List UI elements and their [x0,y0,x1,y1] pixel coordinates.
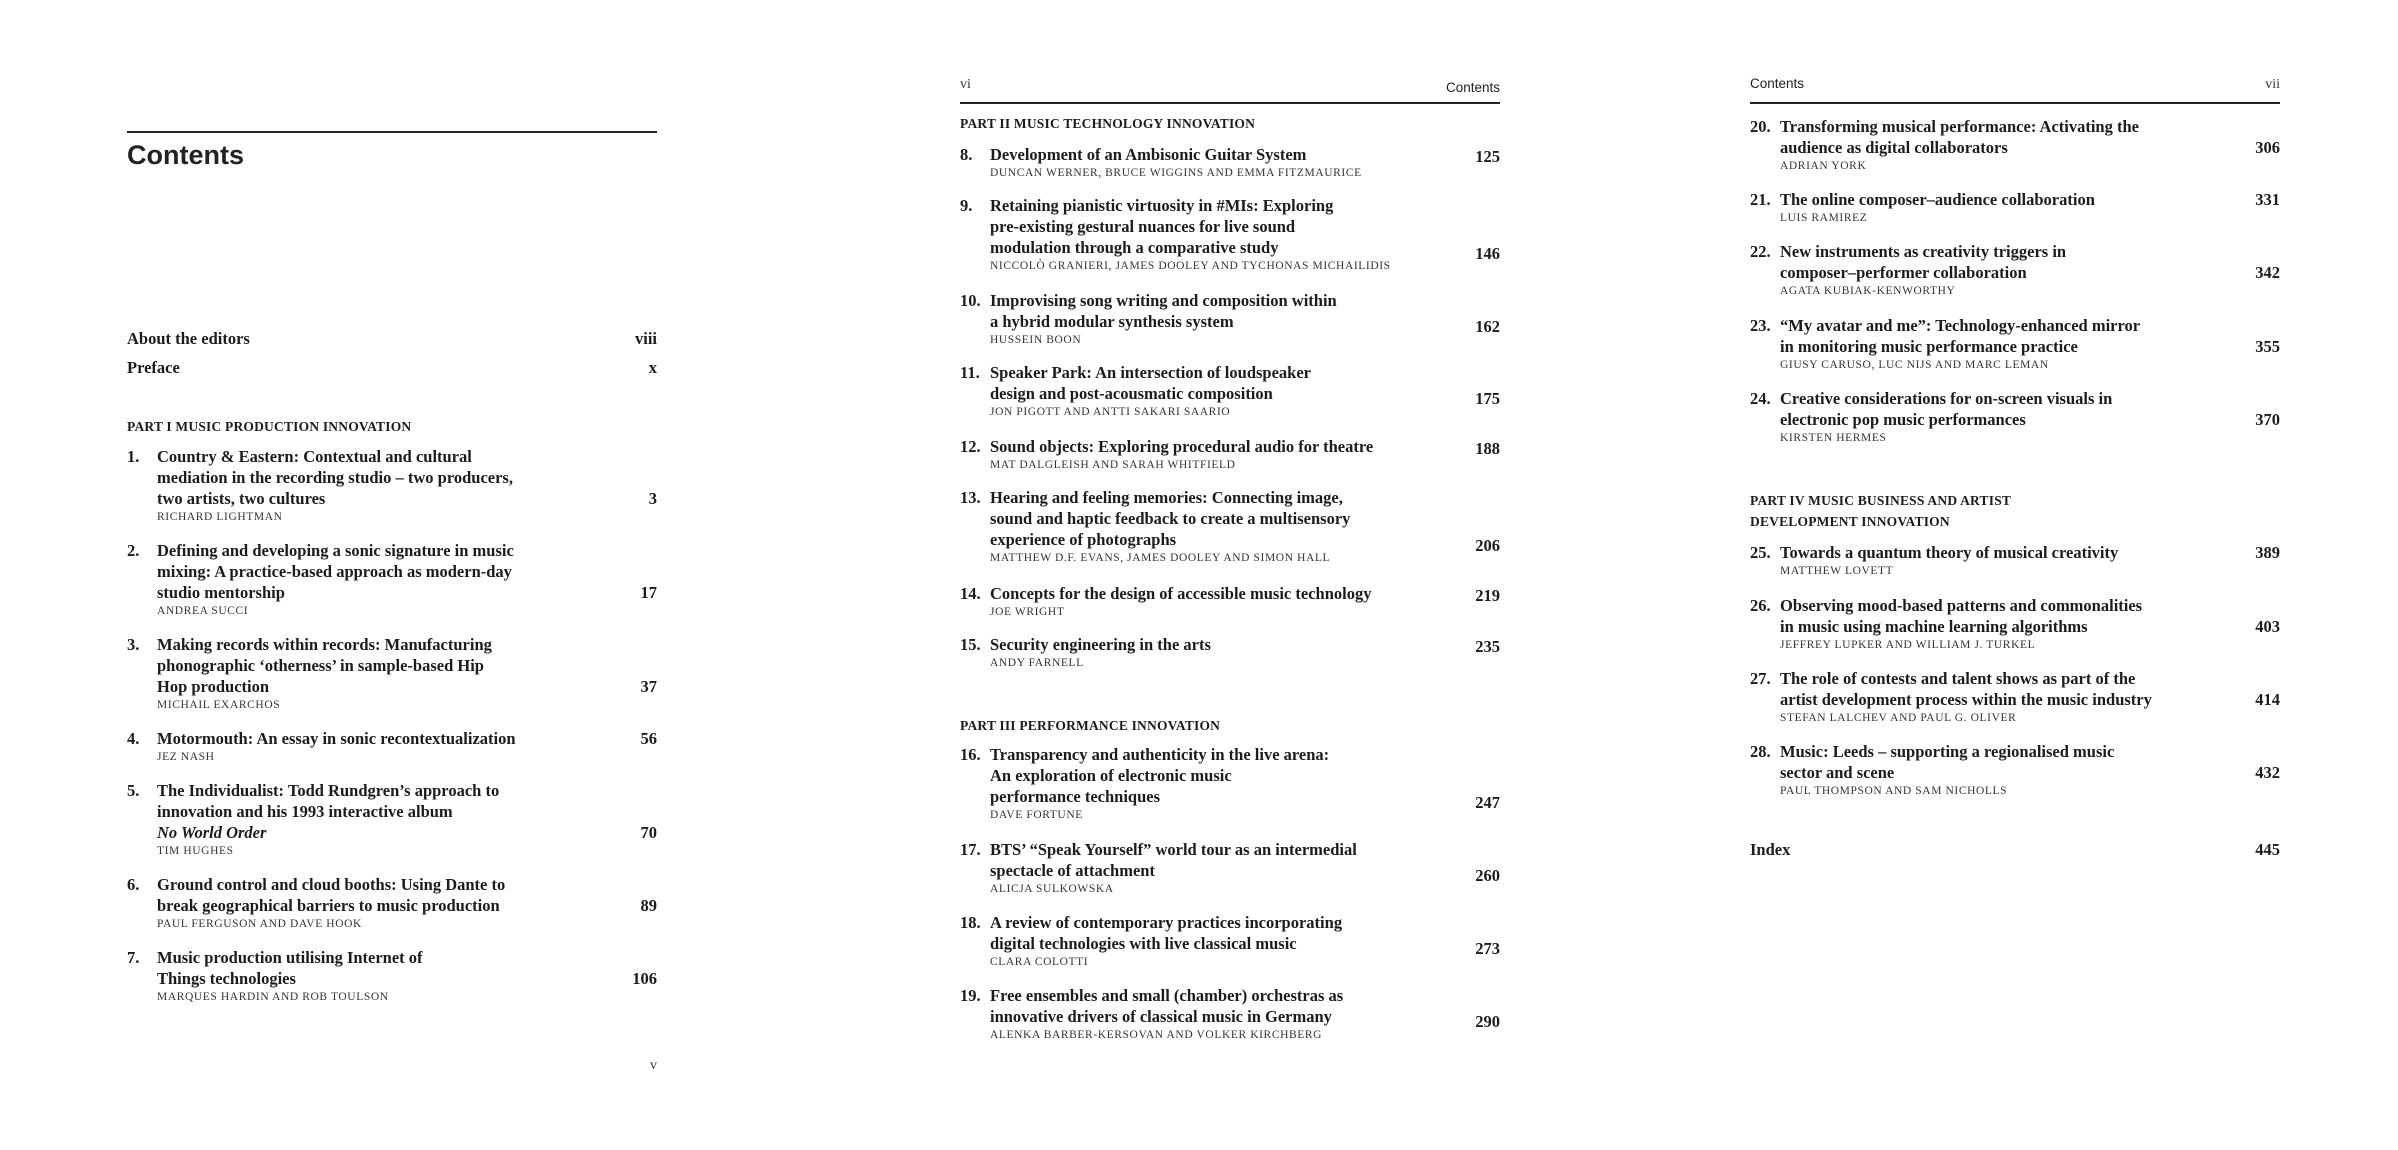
chapter-number: 1. [127,447,140,466]
toc-entry[interactable] [960,744,1500,821]
chapter-number: 2. [127,541,140,560]
chapter-title: Improvising song writing and composition within a hybrid modular synthesis system [990,291,1337,331]
chapter-title: Making records within records: Manufacturing phonographic ‘otherness’ in sample-based Hip Hop production [157,635,492,696]
chapter-number: 22. [1750,242,1771,261]
chapter-number: 15. [960,635,981,654]
toc-entry[interactable] [960,583,1500,618]
running-head: Contents [1750,76,1805,91]
chapter-number: 26. [1750,596,1771,615]
chapter-title: Concepts for the design of accessible music technology [990,584,1372,603]
chapter-authors: JOE WRIGHT [990,606,1065,618]
chapter-number: 23. [1750,316,1771,335]
page-number: 106 [632,969,657,988]
page-number: 247 [1475,793,1500,812]
page-number: 162 [1475,317,1500,336]
chapter-number: 4. [127,729,140,748]
chapter-title: “My avatar and me”: Technology-enhanced mirror in monitoring music performance practice [1780,316,2141,356]
toc-entry[interactable] [960,912,1500,968]
top-rule [1750,102,2280,104]
page-number: 235 [1475,637,1500,656]
toc-entry[interactable] [127,728,657,763]
page-number: 370 [2255,410,2280,429]
chapter-number: 10. [960,291,981,310]
chapter-title: Hearing and feeling memories: Connecting image, sound and haptic feedback to create a multisensory experience of photographs [990,488,1351,549]
chapter-title: Country & Eastern: Contextual and cultural mediation in the recording studio – two producers, two artists, two cultures [157,447,513,508]
page-number: 290 [1475,1012,1500,1031]
page-number: 355 [2255,337,2280,356]
page-number: 70 [640,823,657,842]
chapter-authors: MARQUES HARDIN AND ROB TOULSON [157,991,389,1003]
chapter-number: 25. [1750,543,1771,562]
chapter-number: 21. [1750,190,1771,209]
chapter-title: The Individualist: Todd Rundgren’s approach to innovation and his 1993 interactive album No World Order [157,781,500,842]
page-title: Contents [127,140,244,170]
toc-entry[interactable] [1750,116,2280,172]
chapter-title: Music production utilising Internet of Things technologies [157,948,423,988]
chapter-title: Defining and developing a sonic signature in music mixing: A practice-based approach as modern-day studio mentorship [157,541,514,602]
chapter-number: 5. [127,781,140,800]
toc-entry[interactable] [960,436,1500,471]
chapter-authors: ALENKA BARBER-KERSOVAN AND VOLKER KIRCHBERG [990,1029,1323,1041]
page-number: 188 [1475,439,1500,458]
chapter-number: 16. [960,745,981,764]
page-number: 3 [648,489,657,508]
chapter-title: Retaining pianistic virtuosity in #MIs: Exploring pre-existing gestural nuances for live sound modulation through a comparative study [990,196,1334,257]
page-number: 403 [2255,617,2280,636]
chapter-number: 3. [127,635,140,654]
toc-entry[interactable] [960,290,1500,346]
page-number: x [648,358,657,377]
chapter-authors: STEFAN LALCHEV AND PAUL G. OLIVER [1780,712,2017,724]
chapter-authors: PAUL THOMPSON AND SAM NICHOLLS [1780,785,2008,797]
chapter-title: New instruments as creativity triggers in composer–performer collaboration [1780,242,2067,282]
part-heading: PART I MUSIC PRODUCTION INNOVATION [127,419,412,434]
part-heading: PART IV MUSIC BUSINESS AND ARTIST DEVELOPMENT INNOVATION [1750,493,2012,529]
toc-entry[interactable] [960,195,1500,272]
page-folio: vi [960,77,971,92]
page-number: 260 [1475,866,1500,885]
page-number: 331 [2255,190,2280,209]
chapter-authors: TIM HUGHES [157,845,234,857]
toc-entry[interactable] [960,839,1500,895]
chapter-number: 19. [960,986,981,1005]
chapter-title: Development of an Ambisonic Guitar System [990,145,1307,164]
toc-entry[interactable] [1750,315,2280,371]
chapter-title: The online composer–audience collaboration [1780,190,2095,209]
page-number: viii [634,329,657,348]
toc-entry[interactable] [1750,595,2280,651]
chapter-authors: DAVE FORTUNE [990,809,1083,821]
toc-entry[interactable] [1750,388,2280,444]
chapter-title: Speaker Park: An intersection of loudspeaker design and post-acousmatic composition [990,363,1311,403]
chapter-title: A review of contemporary practices incorporating digital technologies with live classical music [990,913,1343,953]
chapter-title: Observing mood-based patterns and commonalities in music using machine learning algorithms [1780,596,2143,636]
chapter-authors: GIUSY CARUSO, LUC NIJS AND MARC LEMAN [1780,359,2049,371]
part-heading: PART II MUSIC TECHNOLOGY INNOVATION [960,116,1256,131]
chapter-title: Security engineering in the arts [990,635,1211,654]
left-page [127,0,657,1150]
index-label: Index [1750,840,1791,859]
page-number: 206 [1475,536,1500,555]
chapter-authors: LUIS RAMIREZ [1780,212,1868,224]
chapter-number: 11. [960,363,980,382]
page-number: 219 [1475,586,1500,605]
toc-entry[interactable] [1750,241,2280,297]
chapter-authors: KIRSTEN HERMES [1780,432,1887,444]
toc-entry[interactable] [960,634,1500,669]
chapter-authors: DUNCAN WERNER, BRUCE WIGGINS AND EMMA FITZMAURICE [990,167,1362,179]
toc-entry[interactable] [1750,542,2280,577]
chapter-number: 9. [960,196,973,215]
chapter-number: 8. [960,145,973,164]
toc-entry[interactable] [127,446,657,523]
chapter-number: 28. [1750,742,1771,761]
chapter-title: Free ensembles and small (chamber) orchestras as innovative drivers of classical music in Germany [990,986,1344,1026]
page-number: 273 [1475,939,1500,958]
chapter-authors: PAUL FERGUSON AND DAVE HOOK [157,918,362,930]
chapter-authors: MATTHEW D.F. EVANS, JAMES DOOLEY AND SIMON HALL [990,552,1331,564]
page-number: 175 [1475,389,1500,408]
chapter-authors: RICHARD LIGHTMAN [157,511,283,523]
top-rule [960,102,1500,104]
page-number: 445 [2255,840,2280,859]
chapter-authors: MATTHEW LOVETT [1780,565,1894,577]
front-matter-label: Preface [127,358,180,377]
page-number: 17 [640,583,657,602]
page-number: 37 [640,677,657,696]
toc-entry[interactable] [1750,741,2280,797]
chapter-authors: NICCOLÒ GRANIERI, JAMES DOOLEY AND TYCHONAS MICHAILIDIS [990,260,1391,272]
right-page [1750,0,2280,1150]
chapter-title: Sound objects: Exploring procedural audio for theatre [990,437,1374,456]
page-number: 306 [2255,138,2280,157]
page-number: 432 [2255,763,2280,782]
chapter-authors: AGATA KUBIAK-KENWORTHY [1780,285,1956,297]
index-entry[interactable] [1750,840,2280,860]
page-number: 146 [1475,244,1500,263]
running-head: Contents [1445,80,1500,95]
page-number: 414 [2255,690,2280,709]
page-number: 56 [640,729,657,748]
chapter-number: 14. [960,584,981,603]
top-rule [127,131,657,133]
chapter-number: 27. [1750,669,1771,688]
chapter-number: 20. [1750,117,1771,136]
chapter-title: Ground control and cloud booths: Using Dante to break geographical barriers to music production [157,875,506,915]
chapter-authors: ANDY FARNELL [990,657,1084,669]
toc-entry[interactable] [127,540,657,617]
toc-entry[interactable] [960,487,1500,564]
chapter-authors: JEFFREY LUPKER AND WILLIAM J. TURKEL [1780,639,2036,651]
toc-entry[interactable] [1750,668,2280,724]
toc-entry[interactable] [1750,189,2280,224]
page-number: 342 [2255,263,2280,282]
chapter-authors: MICHAIL EXARCHOS [157,699,281,711]
chapter-number: 13. [960,488,981,507]
chapter-authors: JON PIGOTT AND ANTTI SAKARI SAARIO [990,406,1231,418]
page-folio: v [650,1058,657,1073]
chapter-title: Transforming musical performance: Activating the audience as digital collaborators [1780,117,2139,157]
chapter-title: Transparency and authenticity in the live arena: An exploration of electronic music performance techniques [990,745,1330,806]
chapter-title: Towards a quantum theory of musical creativity [1780,543,2119,562]
chapter-title: Motormouth: An essay in sonic recontextualization [157,729,516,748]
chapter-authors: CLARA COLOTTI [990,956,1089,968]
chapter-title: Creative considerations for on-screen visuals in electronic pop music performances [1780,389,2113,429]
page-number: 389 [2255,543,2280,562]
chapter-title: Music: Leeds – supporting a regionalised music sector and scene [1780,742,2115,782]
chapter-number: 7. [127,948,140,967]
front-matter-preface[interactable] [127,358,657,378]
front-matter-label: About the editors [127,329,250,348]
toc-entry[interactable] [127,634,657,711]
chapter-number: 12. [960,437,981,456]
toc-entry[interactable] [960,144,1500,179]
front-matter-about-editors[interactable] [127,329,657,349]
part-heading: PART III PERFORMANCE INNOVATION [960,718,1221,733]
page-folio: vii [2265,77,2280,92]
chapter-number: 6. [127,875,140,894]
toc-entry[interactable] [127,947,657,1003]
middle-page [960,0,1500,1150]
chapter-number: 18. [960,913,981,932]
chapter-number: 17. [960,840,981,859]
chapter-authors: ALICJA SULKOWSKA [990,883,1114,895]
toc-entry[interactable] [960,985,1500,1041]
toc-entry[interactable] [960,362,1500,418]
chapter-authors: ADRIAN YORK [1780,160,1867,172]
chapter-number: 24. [1750,389,1771,408]
chapter-authors: MAT DALGLEISH AND SARAH WHITFIELD [990,459,1236,471]
chapter-authors: JEZ NASH [157,751,215,763]
chapter-title: The role of contests and talent shows as part of the artist development process within the music industry [1780,669,2152,709]
toc-entry[interactable] [127,874,657,930]
chapter-authors: HUSSEIN BOON [990,334,1082,346]
toc-entry[interactable] [127,780,657,857]
chapter-title: BTS’ “Speak Yourself” world tour as an intermedial spectacle of attachment [990,840,1357,880]
chapter-authors: ANDREA SUCCI [157,605,249,617]
page-number: 125 [1475,147,1500,166]
page-number: 89 [640,896,657,915]
